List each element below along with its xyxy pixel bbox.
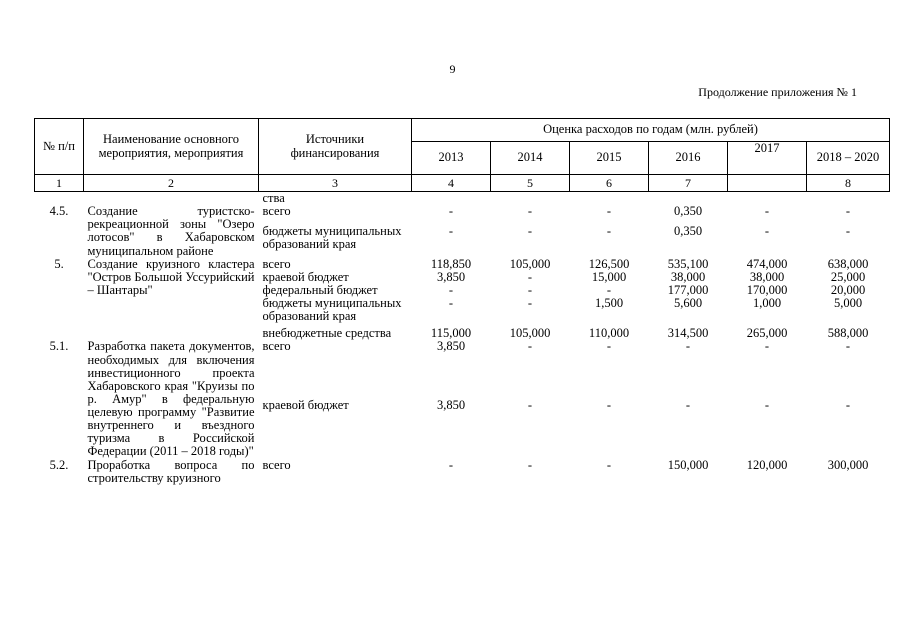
row-number: 5.2. (49, 457, 69, 472)
header-estimate: Оценка расходов по годам (млн. рублей) (412, 119, 890, 142)
year-value: 474,000 (746, 256, 788, 271)
year-value: - (764, 339, 770, 354)
funding-source: внебюджетные средства (262, 326, 392, 341)
year-value: - (606, 204, 612, 219)
column-index: 7 (649, 175, 728, 192)
row-number: 5.1. (49, 339, 69, 354)
year-value: - (845, 204, 851, 219)
funding-source: краевой бюджет (262, 398, 349, 413)
year-value: 110,000 (588, 326, 630, 341)
funding-source: всего (262, 204, 291, 219)
funding-source: всего (262, 457, 291, 472)
year-value: - (764, 398, 770, 413)
funding-source: всего (262, 256, 291, 271)
header-year: 2014 (491, 142, 570, 175)
year-value: 314,500 (667, 326, 709, 341)
year-value: - (448, 204, 454, 219)
year-value (649, 192, 728, 206)
column-index: 3 (259, 175, 412, 192)
year-value: - (527, 457, 533, 472)
table-row (35, 192, 890, 206)
year-value: 0,350 (673, 224, 703, 238)
year-value: - (764, 224, 770, 238)
funding-source: краевой бюджет (262, 269, 349, 284)
measure-name (84, 192, 259, 206)
funding-source: бюджеты муниципальных образований края (262, 296, 402, 324)
year-value: 535,100 (667, 256, 709, 271)
year-value (570, 192, 649, 206)
header-name: Наименование основного мероприятия, мероприятия (84, 119, 259, 175)
table-row (35, 258, 890, 271)
funding-source: всего (262, 339, 291, 354)
row-number (35, 192, 84, 206)
year-value: 1,500 (594, 296, 624, 310)
table-row (35, 205, 890, 221)
year-value: 1,000 (752, 296, 782, 310)
column-index: 1 (35, 175, 84, 192)
column-index: 4 (412, 175, 491, 192)
year-value: 300,000 (827, 457, 869, 472)
year-value (491, 192, 570, 206)
year-value: 588,000 (827, 326, 869, 341)
table-row (35, 459, 890, 485)
year-value: 265,000 (746, 326, 788, 341)
year-value: 3,850 (436, 339, 466, 354)
table-row (35, 340, 890, 399)
year-value: - (527, 224, 533, 238)
year-value: 118,850 (430, 256, 472, 271)
year-value: - (527, 398, 533, 413)
header-year: 2018 – 2020 (807, 142, 890, 175)
header-num: № п/п (35, 119, 84, 175)
year-value: 5,000 (833, 296, 863, 310)
header-year: 2016 (649, 142, 728, 175)
year-value: - (448, 282, 454, 297)
expenses-table (34, 118, 890, 485)
year-value: - (764, 204, 770, 219)
year-value: - (448, 224, 454, 238)
year-value (412, 192, 491, 206)
year-value: 105,000 (509, 256, 551, 271)
header-year: 2015 (570, 142, 649, 175)
year-value: 3,850 (436, 269, 466, 284)
year-value: 25,000 (830, 269, 866, 284)
year-value: - (606, 339, 612, 354)
column-index (728, 175, 807, 192)
year-value: - (685, 339, 691, 354)
year-value: - (527, 296, 533, 310)
year-value: - (606, 224, 612, 238)
year-value: - (448, 296, 454, 310)
year-value: 20,000 (830, 282, 866, 297)
year-value: - (606, 282, 612, 297)
year-value: - (527, 339, 533, 354)
measure-name: Создание туристско-рекреационной зоны "Озеро лотосов" в Хабаровском муниципальном районе (87, 204, 255, 258)
column-index: 5 (491, 175, 570, 192)
year-value: 150,000 (667, 457, 709, 472)
header-sources: Источники финансирования (259, 119, 412, 175)
year-value: 15,000 (591, 269, 627, 284)
year-value: - (606, 398, 612, 413)
year-value: 38,000 (670, 269, 706, 284)
year-value: - (448, 457, 454, 472)
year-value: 38,000 (749, 269, 785, 284)
measure-name: Проработка вопроса по строительству круизного (87, 457, 255, 485)
year-value: 126,500 (588, 256, 630, 271)
year-value (728, 192, 807, 206)
year-value: - (606, 457, 612, 472)
year-value: - (845, 224, 851, 238)
measure-name: Создание круизного кластера "Остров Большой Уссурийский – Шантары" (87, 256, 255, 297)
year-value: 170,000 (746, 282, 788, 297)
funding-source: бюджеты муниципальных образований края (262, 224, 402, 252)
year-value: - (527, 204, 533, 219)
column-index: 2 (84, 175, 259, 192)
year-value: 177,000 (667, 282, 709, 297)
continuation-label: Продолжение приложения № 1 (698, 85, 857, 99)
year-value: 638,000 (827, 256, 869, 271)
year-value: 0,350 (673, 204, 703, 219)
year-value: 115,000 (430, 326, 472, 341)
funding-source: федеральный бюджет (262, 282, 378, 297)
year-value (807, 192, 890, 206)
column-index: 6 (570, 175, 649, 192)
year-value: - (527, 282, 533, 297)
year-value: - (527, 269, 533, 284)
funding-source: ства (262, 191, 285, 205)
measure-name: Разработка пакета документов, необходимых для включения инвестиционного проекта Хабаровского края "Круизы по р. Амур" в федеральную целевую программу "Развитие внутреннего и въездного туризма в Российской Федерации (2011 – 2018 годы)" (87, 339, 255, 459)
year-value: - (685, 398, 691, 413)
row-number: 4.5. (49, 204, 69, 219)
year-value: 3,850 (436, 398, 466, 413)
year-value: 5,600 (673, 296, 703, 310)
year-value: - (845, 339, 851, 354)
row-number: 5. (54, 256, 64, 271)
page-number: 9 (449, 62, 456, 76)
year-value: 120,000 (746, 457, 788, 472)
header-year: 2013 (412, 142, 491, 175)
year-value: 105,000 (509, 326, 551, 341)
header-year: 2017 (728, 142, 807, 175)
year-value: - (845, 398, 851, 413)
column-index: 8 (807, 175, 890, 192)
